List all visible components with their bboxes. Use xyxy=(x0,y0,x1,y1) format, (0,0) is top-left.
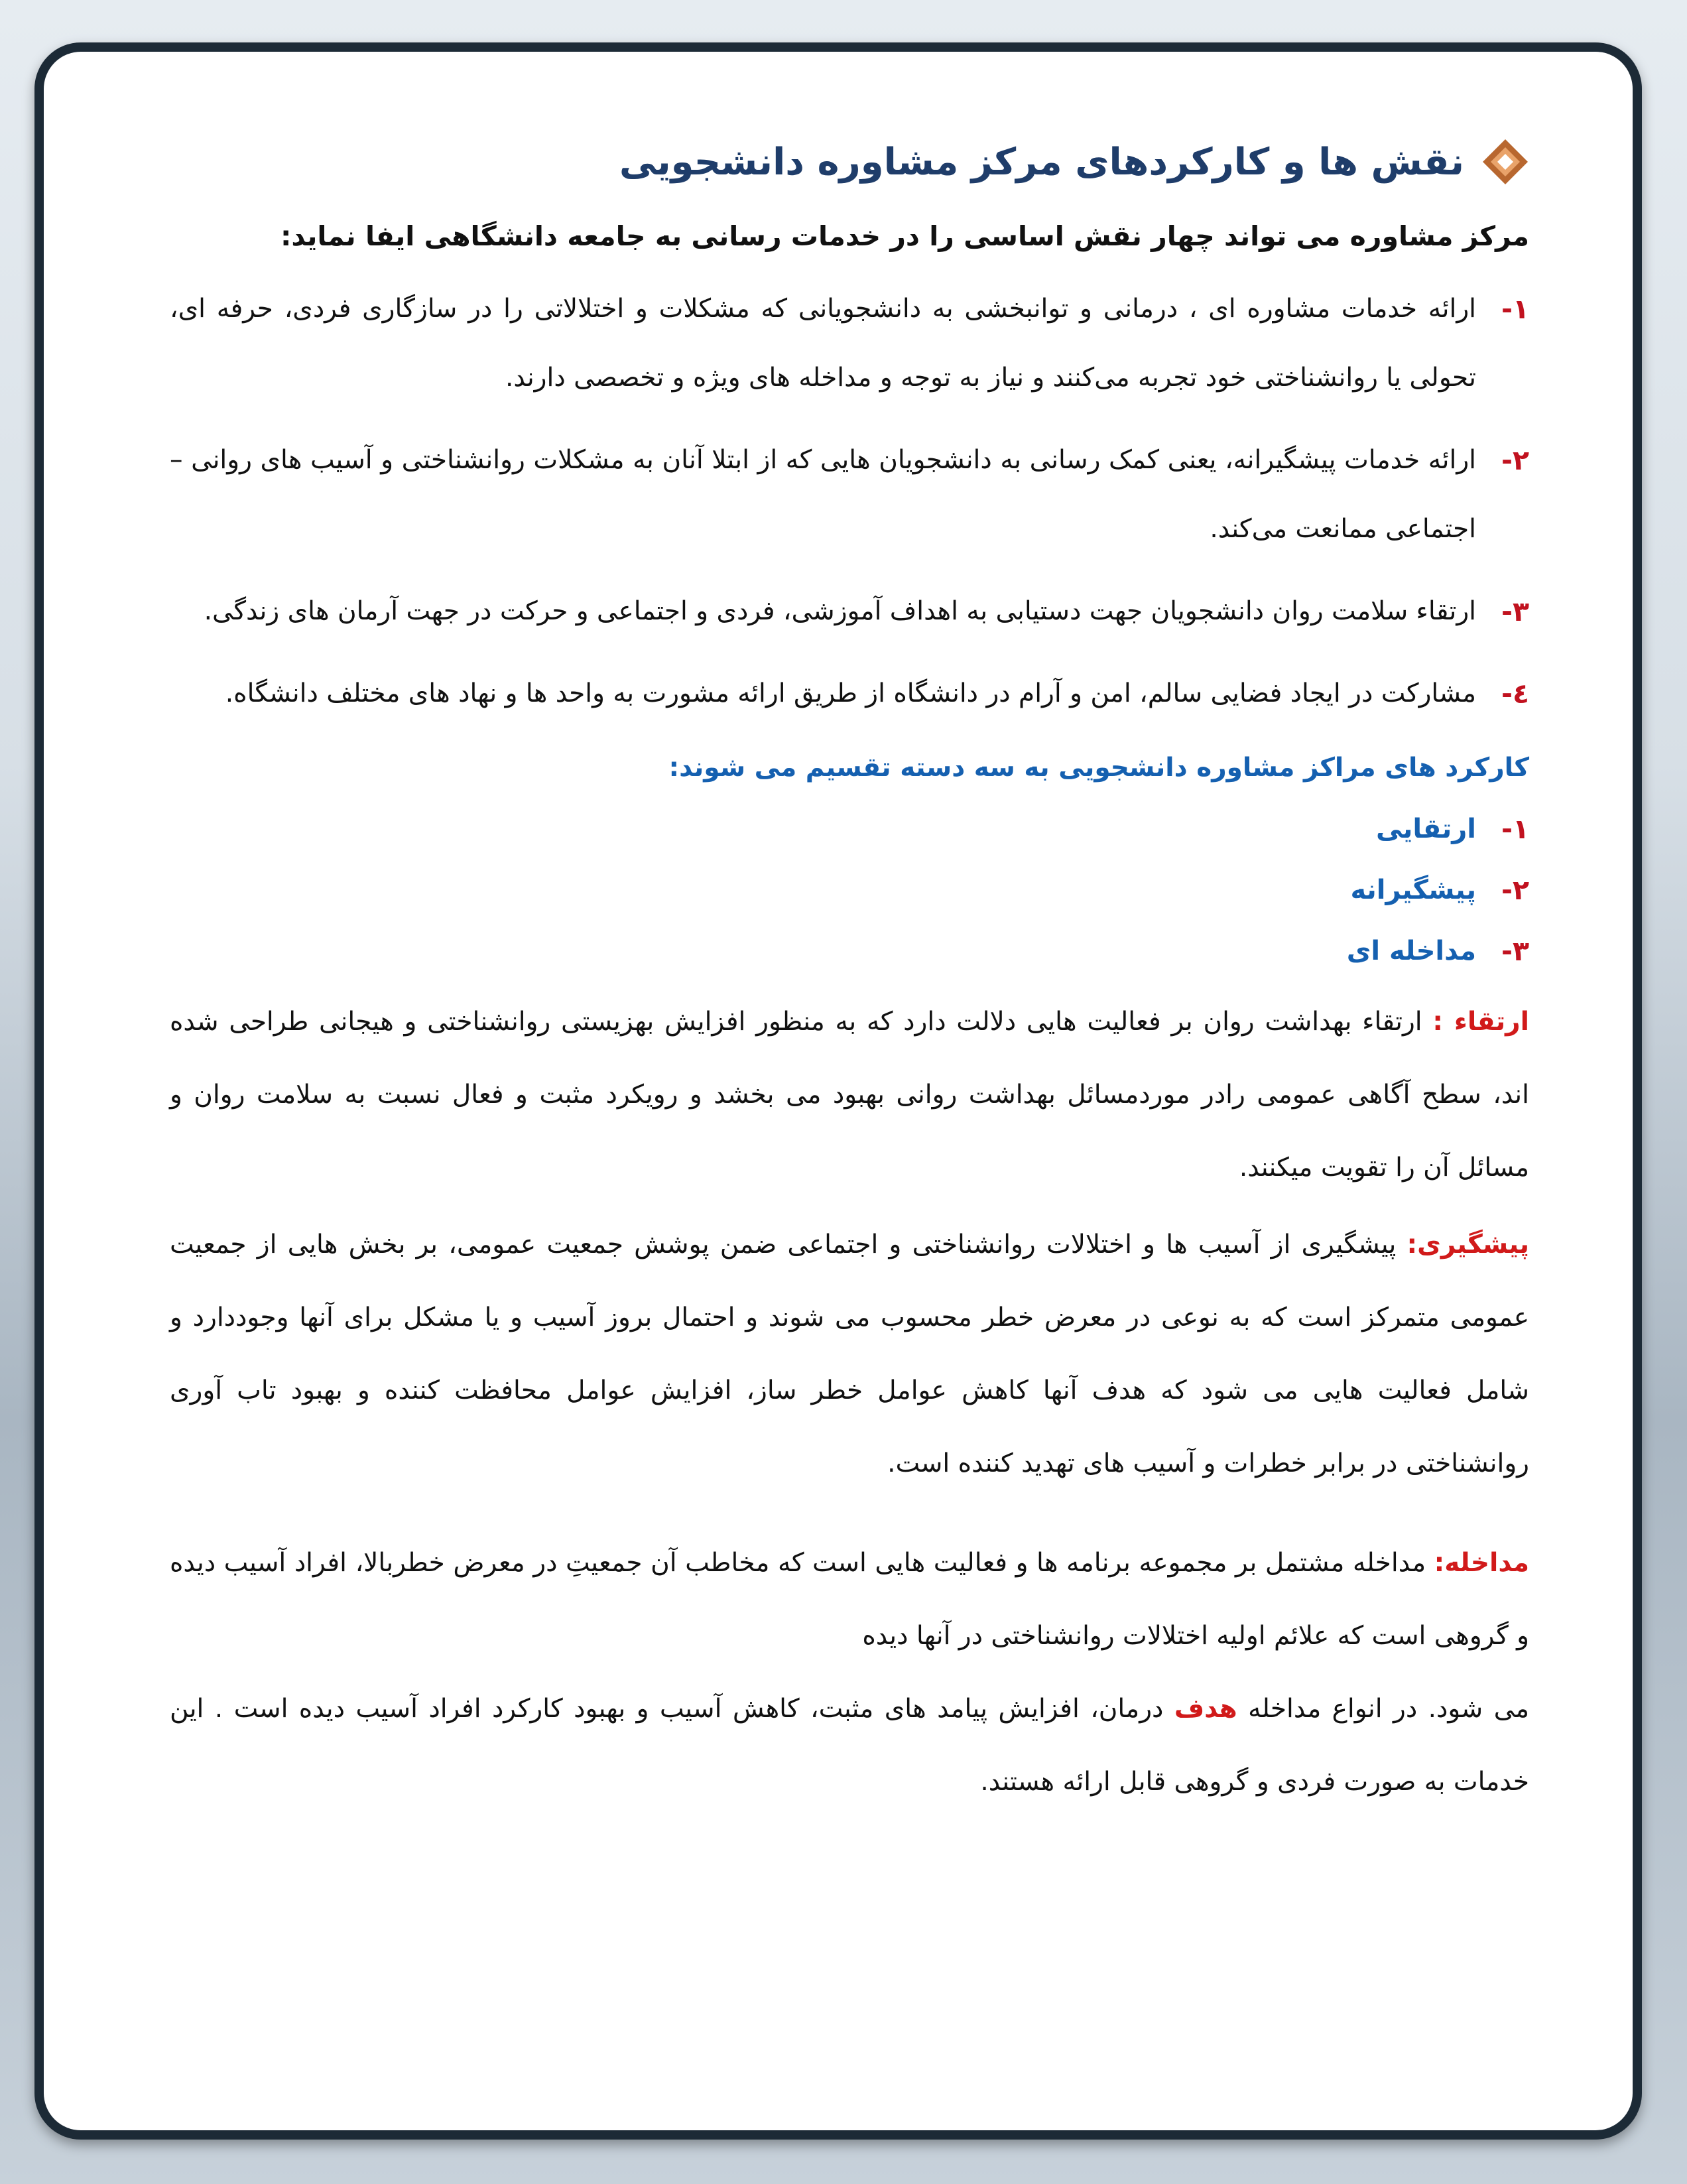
role-text: ارائه خدمات مشاوره ای ، درمانی و توانبخشی به دانشجویانی که مشکلات و اختلالاتی را در سازگاری فردی، حرفه ای، تحولی یا روانشناختی خود تجربه می‌کنند و نیاز به توجه و مداخله های ویژه و تخصصی دارند. xyxy=(170,294,1476,393)
role-number: ۱- xyxy=(1501,293,1529,325)
page-frame xyxy=(34,42,1642,2140)
prevention-label: پیشگیری: xyxy=(1406,1230,1529,1259)
goal-word: هدف xyxy=(1174,1694,1237,1724)
page-title: نقش ها و کارکردهای مرکز مشاوره دانشجویی xyxy=(619,140,1464,184)
title-row xyxy=(170,138,1529,186)
function-item xyxy=(170,799,1529,860)
intervention-text-end: درمان، افزایش پیامد های مثبت، کاهش آسیب و بهبود کارکرد افراد آسیب دیده است . این خدمات به صورت فردی و گروهی قابل ارائه هستند. xyxy=(170,1694,1529,1797)
prevention-text: پیشگیری از آسیب ها و اختلالات روانشناختی و اجتماعی ضمن پوشش جمعیت عمومی، بر بخش هایی از جمعیت عمومی متمرکز است که به نوعی در معرض خطر محسوب می شوند و احتمال بروز آسیب و یا مشکل برای آنها وجوددارد و شامل فعالیت هایی می شود که هدف آنها کاهش عوامل خطر ساز، افزایش عوامل محافظت کننده و بهبود تاب آوری روانشناختی در برابر خطرات و آسیب های تهدید کننده است. xyxy=(170,1230,1529,1478)
role-number: ٤- xyxy=(1501,678,1529,710)
functions-heading: کارکرد های مراکز مشاوره دانشجویی به سه دسته تقسیم می شوند: xyxy=(668,753,1529,783)
function-label: پیشگیرانه xyxy=(1350,875,1476,905)
function-number: ۲- xyxy=(1501,874,1529,906)
role-text: ارتقاء سلامت روان دانشجویان جهت دستیابی به اهداف آموزشی، فردی و اجتماعی و حرکت در جهت آرمان های زندگی. xyxy=(204,596,1476,626)
role-item xyxy=(170,577,1529,646)
function-label: مداخله ای xyxy=(1346,936,1476,966)
function-label: ارتقایی xyxy=(1375,814,1476,844)
role-item xyxy=(170,659,1529,728)
function-number: ۳- xyxy=(1501,935,1529,967)
intervention-paragraph xyxy=(170,1527,1529,1819)
function-number: ۱- xyxy=(1501,813,1529,845)
function-item xyxy=(170,860,1529,921)
intervention-text-continued: می شود. در انواع مداخله xyxy=(1237,1694,1529,1724)
promotion-paragraph xyxy=(170,986,1529,1204)
role-text: ارائه خدمات پیشگیرانه، یعنی کمک رسانی به دانشجویان هایی که از ابتلا آنان به مشکلات روانشناختی و آسیب های روانی – اجتماعی ممانعت می‌کند. xyxy=(170,445,1476,544)
promotion-text: ارتقاء بهداشت روان بر فعالیت هایی دلالت دارد که به منظور افزایش بهزیستی روانشناختی و هیجانی طراحی شده اند، سطح آگاهی عمومی رادر موردمسائل بهداشت روانی بهبود می بخشد و رویکرد مثبت و فعال نسبت به سلامت روان و مسائل آن را تقویت میکنند. xyxy=(170,1007,1529,1183)
role-item xyxy=(170,426,1529,564)
diamond-bullet-icon xyxy=(1481,138,1529,186)
intervention-label: مداخله: xyxy=(1434,1548,1529,1578)
intervention-text: مداخله مشتمل بر مجموعه برنامه ها و فعالیت هایی است که مخاطب آن جمعیتِ در معرض خطربالا، افراد آسیب دیده و گروهی است که علائم اولیه اختلالات روانشناختی در آنها دیده xyxy=(170,1548,1529,1651)
role-number: ۳- xyxy=(1501,596,1529,627)
document-content xyxy=(170,138,1529,1819)
intro-text: مرکز مشاوره می تواند چهار نقش اساسی را در خدمات رسانی به جامعه دانشگاهی ایفا نماید: xyxy=(280,220,1529,252)
role-text: مشارکت در ایجاد فضایی سالم، امن و آرام در دانشگاه از طریق ارائه مشورت به واحد ها و نهاد های مختلف دانشگاه. xyxy=(225,678,1476,708)
role-number: ۲- xyxy=(1501,444,1529,476)
role-item xyxy=(170,275,1529,413)
prevention-paragraph xyxy=(170,1208,1529,1500)
promotion-label: ارتقاء : xyxy=(1432,1007,1529,1037)
function-item xyxy=(170,921,1529,982)
